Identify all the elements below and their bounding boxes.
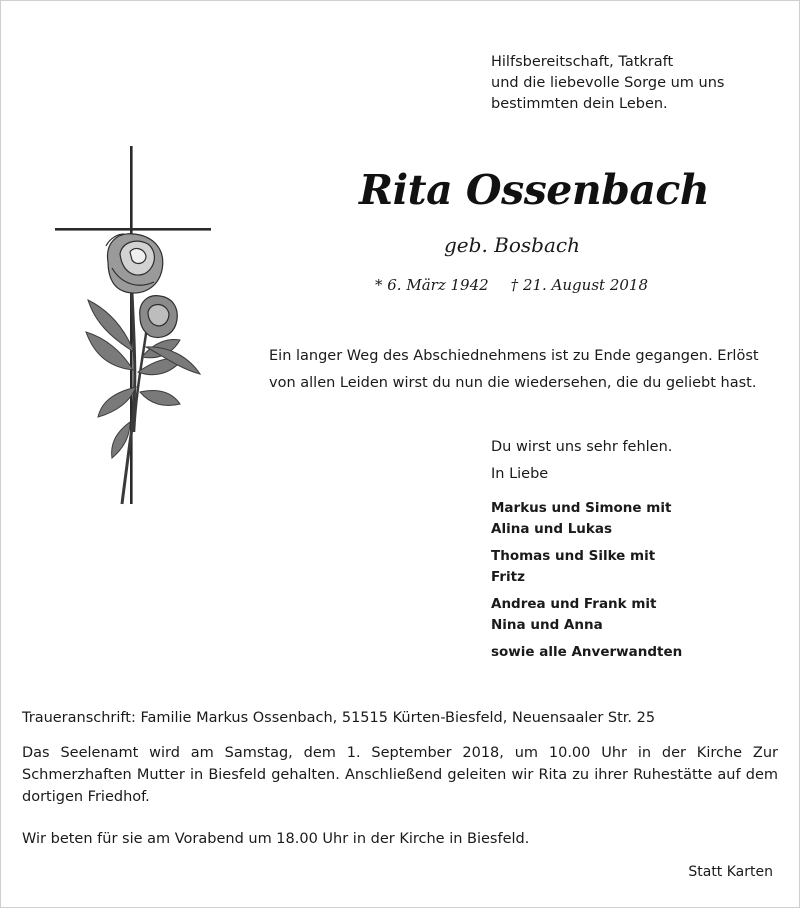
signer-group <box>491 594 682 636</box>
signers-list <box>491 498 682 669</box>
farewell-line: von allen Leiden wirst du nun die wiedersehen, die du geliebt hast. <box>269 375 757 391</box>
quote-line: Hilfsbereitschaft, Tatkraft <box>491 54 674 70</box>
closing-line: Du wirst uns sehr fehlen. <box>491 439 673 455</box>
farewell-line: Ein langer Weg des Abschiednehmens ist zu Ende gegangen. Erlöst <box>269 348 759 364</box>
signer-line: Fritz <box>491 569 525 585</box>
signer-line: Alina und Lukas <box>491 521 613 537</box>
signer-line: Nina und Anna <box>491 617 603 633</box>
signers-final: sowie alle Anverwandten <box>491 644 683 660</box>
deceased-name: Rita Ossenbach <box>359 166 710 214</box>
cross-rose-icon <box>50 142 220 512</box>
signer-line: Andrea und Frank mit <box>491 596 657 612</box>
closing-words <box>491 434 672 488</box>
signer-line: Markus und Simone mit <box>491 500 672 516</box>
signer-group <box>491 498 682 540</box>
quote-line: und die liebevolle Sorge um uns <box>491 75 725 91</box>
closing-line: In Liebe <box>491 466 549 482</box>
death-date: † 21. August 2018 <box>510 276 648 294</box>
statt-karten-note: Statt Karten <box>688 864 773 880</box>
farewell-text <box>269 343 759 397</box>
signer-line: Thomas und Silke mit <box>491 548 656 564</box>
service-info: Das Seelenamt wird am Samstag, dem 1. September 2018, um 10.00 Uhr in der Kirche Zur Schmerzhaften Mutter in Biesfeld gehalten. Anschließend geleiten wir Rita zu ihrer Ruhestätte auf dem dortigen Friedhof. <box>22 745 778 805</box>
mourning-address: Traueranschrift: Familie Markus Ossenbach, 51515 Kürten-Biesfeld, Neuensaaler Str. 25 <box>22 710 656 726</box>
birth-date: * 6. März 1942 <box>375 276 489 294</box>
prayer-info: Wir beten für sie am Vorabend um 18.00 Uhr in der Kirche in Biesfeld. <box>22 831 530 847</box>
quote-line: bestimmten dein Leben. <box>491 96 668 112</box>
signer-group <box>491 546 682 588</box>
opening-quote <box>491 52 724 115</box>
maiden-name: geb. Bosbach <box>444 233 580 257</box>
life-dates <box>375 276 648 294</box>
